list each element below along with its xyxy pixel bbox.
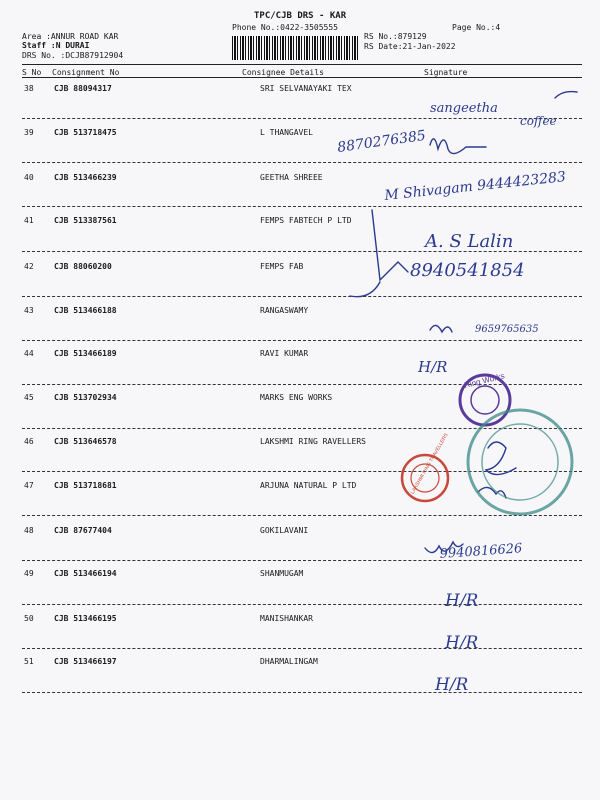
row-consignee: MARKS ENG WORKS: [260, 393, 333, 402]
row-divider: [22, 206, 582, 207]
row-consignee: ARJUNA NATURAL P LTD: [260, 481, 357, 490]
row-consignee: L THANGAVEL: [260, 128, 313, 137]
handwritten-hr: H/R: [418, 358, 448, 376]
handwritten-phone: 8870276385: [336, 127, 427, 156]
row-divider: [22, 384, 582, 385]
row-consignment: CJB 513702934: [54, 393, 117, 402]
rs-number: RS No.:879129: [364, 32, 427, 41]
row-sno: 40: [24, 173, 34, 182]
stamp-text: LAKSHMI RING TRAVELLERS: [409, 432, 450, 496]
row-consignment: CJB 513466197: [54, 657, 117, 666]
sheet-title: TPC/CJB DRS - KAR: [254, 11, 347, 21]
page-number: Page No.:4: [452, 23, 501, 32]
row-divider: [22, 471, 582, 472]
row-consignment: CJB 513466195: [54, 614, 117, 623]
row-consignment: CJB 513466239: [54, 173, 117, 182]
row-divider: [22, 162, 582, 163]
row-sno: 45: [24, 393, 34, 402]
table-row: [0, 569, 600, 609]
rs-date: RS Date:21-Jan-2022: [364, 42, 456, 51]
col-consignment: Consignment No: [52, 68, 120, 77]
row-sno: 47: [24, 481, 34, 490]
row-consignment: CJB 88094317: [54, 84, 112, 93]
barcode: [232, 36, 360, 60]
row-consignee: MANISHANKAR: [260, 614, 313, 623]
row-consignment: CJB 513646578: [54, 437, 117, 446]
phone-number: Phone No.:0422-3505555: [232, 23, 338, 32]
col-consignee: Consignee Details: [242, 68, 324, 77]
row-consignee: GOKILAVANI: [260, 526, 309, 535]
row-divider: [22, 515, 582, 516]
row-sno: 50: [24, 614, 34, 623]
row-sno: 49: [24, 569, 34, 578]
row-sno: 48: [24, 526, 34, 535]
handwritten-signature: 9940816626: [439, 541, 523, 562]
row-consignee: SHANMUGAM: [260, 569, 304, 578]
table-row: [0, 173, 600, 213]
handwritten-signature: A. S Lalin: [425, 231, 514, 252]
row-divider: [22, 118, 582, 119]
table-row: [0, 349, 600, 389]
row-consignee: GEETHA SHREEE: [260, 173, 323, 182]
row-consignee: FEMPS FAB: [260, 262, 304, 271]
row-consignment: CJB 513466194: [54, 569, 117, 578]
row-consignment: CJB 513718681: [54, 481, 117, 490]
row-consignment: CJB 513387561: [54, 216, 117, 225]
row-sno: 39: [24, 128, 34, 137]
row-sno: 44: [24, 349, 34, 358]
row-divider: [22, 296, 582, 297]
row-sno: 42: [24, 262, 34, 271]
handwritten-signature: sangeetha: [430, 101, 498, 116]
handwritten-phone: 9659765635: [475, 324, 539, 335]
row-divider: [22, 340, 582, 341]
row-consignee: DHARMALINGAM: [260, 657, 318, 666]
row-sno: 38: [24, 84, 34, 93]
staff-label: Staff :N DURAI: [22, 41, 90, 50]
row-consignee: LAKSHMI RING RAVELLERS: [260, 437, 366, 446]
row-consignee: FEMPS FABTECH P LTD: [260, 216, 352, 225]
row-divider: [22, 251, 582, 252]
row-consignee: RANGASWAMY: [260, 306, 309, 315]
row-consignment: CJB 513718475: [54, 128, 117, 137]
row-divider: [22, 648, 582, 649]
row-divider: [22, 560, 582, 561]
table-row: [0, 216, 600, 256]
table-row: [0, 657, 600, 697]
row-divider: [22, 692, 582, 693]
handwritten-phone: 8940541854: [410, 260, 525, 281]
header-divider: [22, 64, 582, 65]
row-consignment: CJB 87677404: [54, 526, 112, 535]
row-divider: [22, 428, 582, 429]
row-sno: 51: [24, 657, 34, 666]
row-consignee: RAVI KUMAR: [260, 349, 309, 358]
handwritten-signature: M Shivagam 9444423283: [383, 169, 567, 204]
column-divider: [22, 77, 582, 78]
table-row: [0, 393, 600, 433]
row-consignment: CJB 513466188: [54, 306, 117, 315]
row-divider: [22, 604, 582, 605]
row-consignee: SRI SELVANAYAKI TEX: [260, 84, 352, 93]
area-label: Area :ANNUR ROAD KAR: [22, 32, 119, 41]
stamp-text: Ring Works: [463, 371, 506, 390]
row-consignment: CJB 88060200: [54, 262, 112, 271]
row-sno: 43: [24, 306, 34, 315]
col-sno: S No: [22, 68, 42, 77]
col-signature: Signature: [424, 68, 468, 77]
handwritten-hr: H/R: [445, 591, 479, 611]
row-consignment: CJB 513466189: [54, 349, 117, 358]
row-sno: 46: [24, 437, 34, 446]
row-sno: 41: [24, 216, 34, 225]
handwritten-hr: H/R: [445, 633, 479, 653]
drs-number: DRS No. :DCJB87912904: [22, 51, 124, 60]
handwritten-signature: coffee: [520, 114, 557, 128]
handwritten-hr: H/R: [435, 675, 469, 695]
